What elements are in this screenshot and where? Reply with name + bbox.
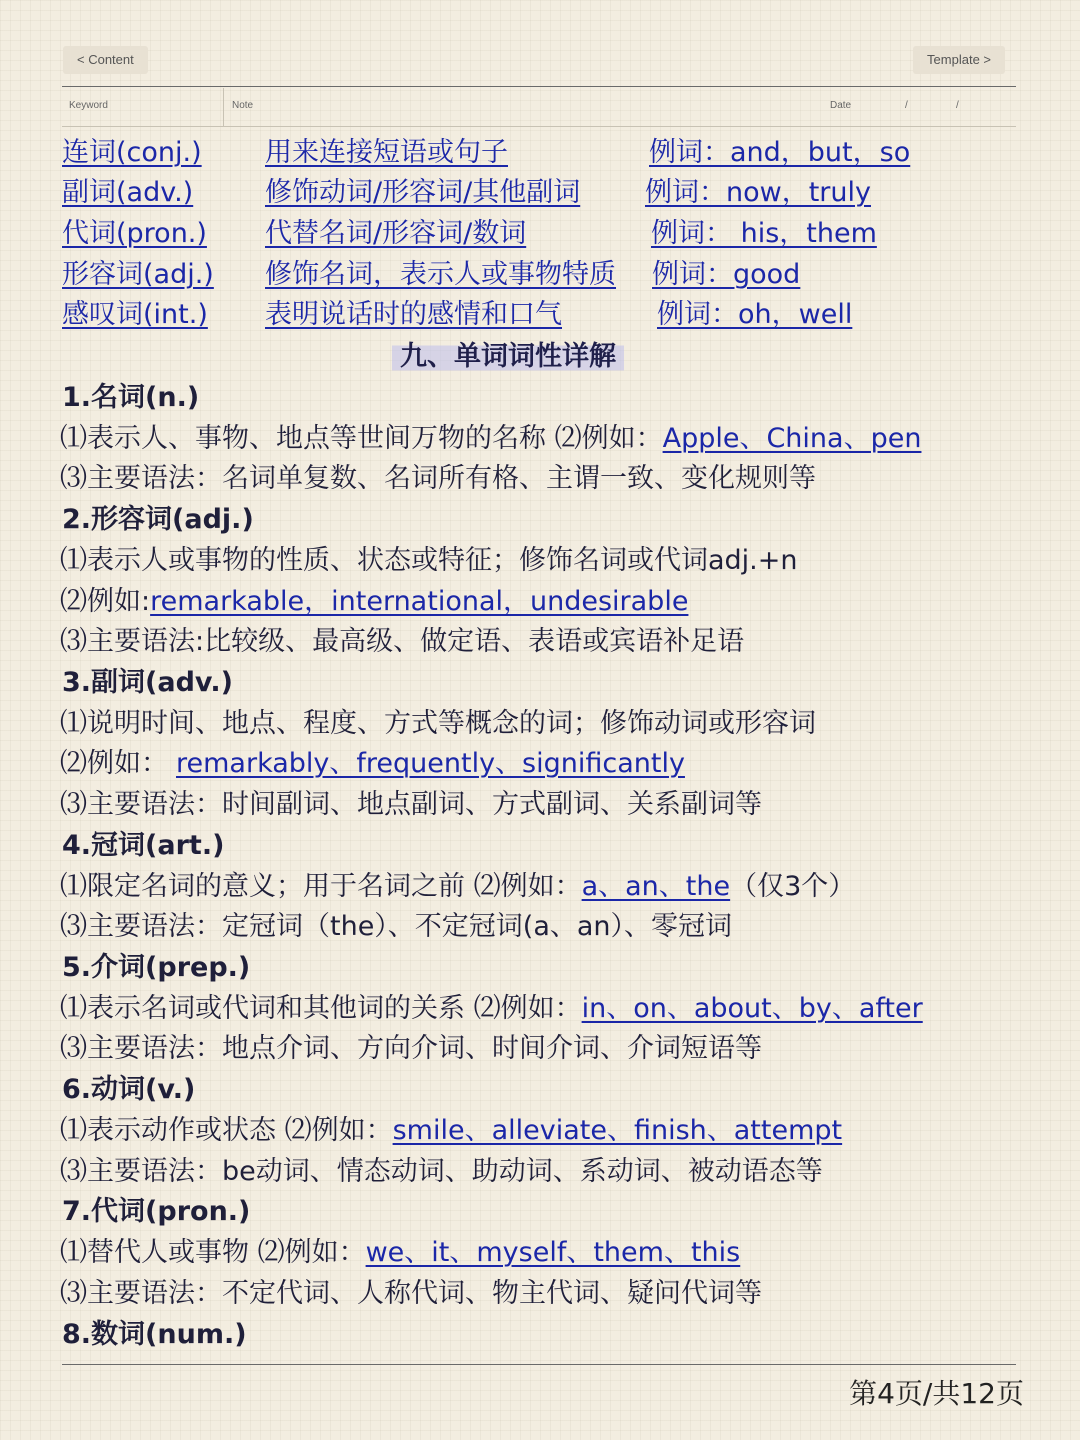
section-line: ⑶主要语法：名词单复数、名词所有格、主谓一致、变化规则等 <box>60 463 816 494</box>
section-line: ⑴说明时间、地点、程度、方式等概念的词；修饰动词或形容词 <box>60 708 816 739</box>
pos-name: 代词(pron.) <box>62 218 207 249</box>
section-line: ⑶主要语法：地点介词、方向介词、时间介词、介词短语等 <box>60 1033 762 1064</box>
pos-desc: 修饰名词，表示人或事物特质 <box>265 259 616 290</box>
example-words: remarkably、frequently、significantly <box>176 748 685 779</box>
header-top-rule <box>62 86 1016 87</box>
section-heading: 7.代词(pron.) <box>62 1196 251 1227</box>
example-words: smile、alleviate、finish、attempt <box>392 1115 843 1146</box>
section-line <box>60 1112 842 1150</box>
example-words: a、an、the <box>581 871 731 902</box>
example-words: Apple、China、pen <box>662 423 922 454</box>
section-title: 九、单词词性详解 <box>392 338 624 376</box>
footer-rule <box>62 1364 1016 1365</box>
column-divider <box>223 88 224 126</box>
section-heading: 5.介词(prep.) <box>62 952 251 983</box>
date-label: Date <box>830 100 852 111</box>
line-text: （仅3个） <box>730 871 856 902</box>
section-heading: 6.动词(v.) <box>62 1074 196 1105</box>
line-text: ⑴表示动作或状态 ⑵例如： <box>60 1115 393 1146</box>
pos-desc: 修饰动词/形容词/其他副词 <box>265 177 581 208</box>
page-number: 第4页/共12页 <box>849 1377 1024 1410</box>
pos-desc: 用来连接短语或句子 <box>265 137 508 168</box>
section-heading: 3.副词(adv.) <box>62 667 233 698</box>
example-words: remarkable，international，undesirable <box>150 586 689 617</box>
line-text: ⑴表示人、事物、地点等世间万物的名称 ⑵例如： <box>60 423 663 454</box>
section-line: ⑶主要语法：时间副词、地点副词、方式副词、关系副词等 <box>60 789 762 820</box>
pos-example: 例词：now，truly <box>645 177 871 208</box>
section-line <box>60 1234 740 1272</box>
pos-example: 例词： his，them <box>651 218 877 249</box>
section-line <box>60 583 688 621</box>
line-text: ⑴限定名词的意义；用于名词之前 ⑵例如： <box>60 871 582 902</box>
pos-desc: 表明说话时的感情和口气 <box>265 299 562 330</box>
template-button[interactable]: Template > <box>913 46 1005 74</box>
section-line: ⑶主要语法：定冠词（the）、不定冠词(a、an）、零冠词 <box>60 911 733 942</box>
section-line: ⑶主要语法：be动词、情态动词、助动词、系动词、被动语态等 <box>60 1156 823 1187</box>
note-label: Note <box>232 100 254 111</box>
section-line: ⑶主要语法：不定代词、人称代词、物主代词、疑问代词等 <box>60 1278 762 1309</box>
section-line <box>60 420 921 458</box>
line-text: ⑴表示名词或代词和其他词的关系 ⑵例如： <box>60 993 582 1024</box>
pos-name: 连词(conj.) <box>62 137 202 168</box>
pos-example: 例词：and，but，so <box>649 137 911 168</box>
pos-example: 例词：good <box>652 259 801 290</box>
line-text: ⑴替代人或事物 ⑵例如： <box>60 1237 366 1268</box>
pos-name: 形容词(adj.) <box>62 259 214 290</box>
header-bottom-rule <box>62 126 1016 127</box>
section-heading: 8.数词(num.) <box>62 1319 247 1350</box>
section-heading: 1.名词(n.) <box>62 382 200 413</box>
section-line <box>60 990 923 1028</box>
pos-name: 感叹词(int.) <box>62 299 208 330</box>
keyword-label: Keyword <box>69 100 108 111</box>
section-heading: 2.形容词(adj.) <box>62 504 254 535</box>
section-line: ⑴表示人或事物的性质、状态或特征；修饰名词或代词adj.+n <box>60 545 798 576</box>
section-line <box>60 868 855 906</box>
date-separator: / <box>956 100 959 111</box>
content-back-button[interactable]: < Content <box>63 46 148 74</box>
pos-name: 副词(adv.) <box>62 177 194 208</box>
pos-example: 例词：oh，well <box>657 299 853 330</box>
date-separator: / <box>905 100 908 111</box>
example-words: we、it、myself、them、this <box>365 1237 741 1268</box>
section-heading: 4.冠词(art.) <box>62 830 225 861</box>
pos-desc: 代替名词/形容词/数词 <box>265 218 527 249</box>
section-line: ⑶主要语法:比较级、最高级、做定语、表语或宾语补足语 <box>60 626 745 657</box>
line-text: ⑵例如： <box>60 748 168 779</box>
section-line <box>60 745 685 783</box>
line-text: ⑵例如: <box>60 586 151 617</box>
example-words: in、on、about、by、after <box>581 993 923 1024</box>
